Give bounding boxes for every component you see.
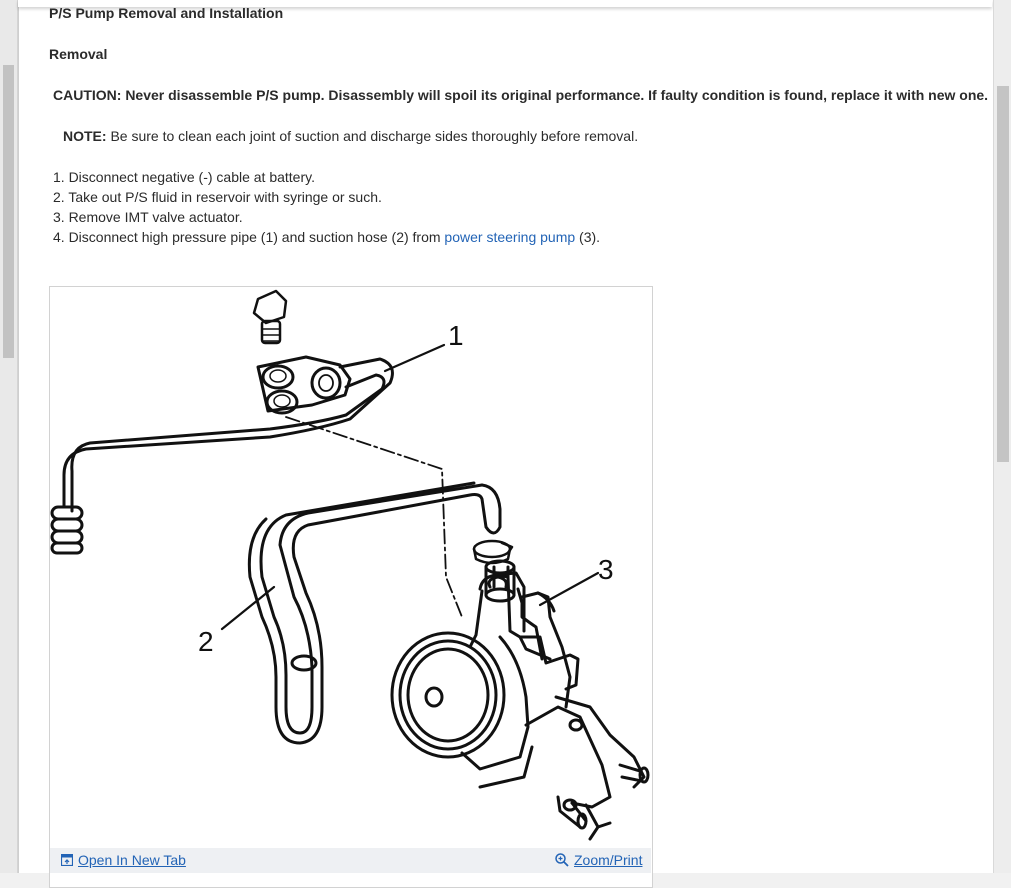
zoom-print-link[interactable]	[555, 852, 642, 868]
open-in-new-tab-icon	[61, 854, 73, 866]
right-scrollbar[interactable]	[993, 0, 1011, 873]
zoom-print-label: Zoom/Print	[574, 852, 643, 868]
callout-label-3: 3	[598, 554, 614, 585]
callout-label-2: 2	[198, 626, 214, 657]
callout-leader-3	[540, 573, 598, 605]
hose-clamp-part	[474, 541, 512, 563]
page-title: P/S Pump Removal and Installation	[49, 5, 284, 21]
figure-frame	[49, 286, 653, 888]
right-scrollbar-thumb[interactable]	[997, 86, 1009, 462]
open-in-new-tab-link[interactable]	[61, 852, 186, 868]
callout-leader-1	[385, 345, 444, 371]
pump-diagram	[50, 287, 650, 849]
section-heading: Removal	[49, 46, 108, 62]
callout-label-1: 1	[448, 320, 464, 351]
caution-text: CAUTION: Never disassemble P/S pump. Disassembly will spoil its original performance. If faulty condition is found, replace it with new one.	[53, 87, 989, 103]
step-item: 1. Disconnect negative (-) cable at battery.	[53, 169, 315, 185]
step-item	[53, 228, 600, 246]
power-steering-pump-part	[392, 561, 648, 839]
union-bolt-part	[254, 291, 286, 343]
pipe-end-fitting-part	[52, 507, 82, 553]
note-text: Be sure to clean each joint of suction and discharge sides thoroughly before removal.	[106, 128, 639, 144]
step4-suffix: (3).	[575, 229, 601, 245]
step-item: 2. Take out P/S fluid in reservoir with syringe or such.	[53, 189, 382, 205]
left-scrollbar-thumb[interactable]	[3, 65, 14, 358]
callout-leader-2	[222, 587, 274, 629]
note-line	[63, 127, 638, 145]
left-scrollbar[interactable]	[0, 0, 18, 873]
power-steering-pump-link[interactable]: power steering pump	[444, 229, 576, 245]
step-item: 3. Remove IMT valve actuator.	[53, 209, 243, 225]
open-in-new-tab-label: Open In New Tab	[78, 852, 186, 868]
note-label: NOTE:	[63, 128, 107, 144]
suction-hose-part	[261, 483, 482, 733]
step4-prefix: 4. Disconnect high pressure pipe (1) and suction hose (2) from	[53, 229, 445, 245]
magnifier-icon	[555, 853, 569, 867]
